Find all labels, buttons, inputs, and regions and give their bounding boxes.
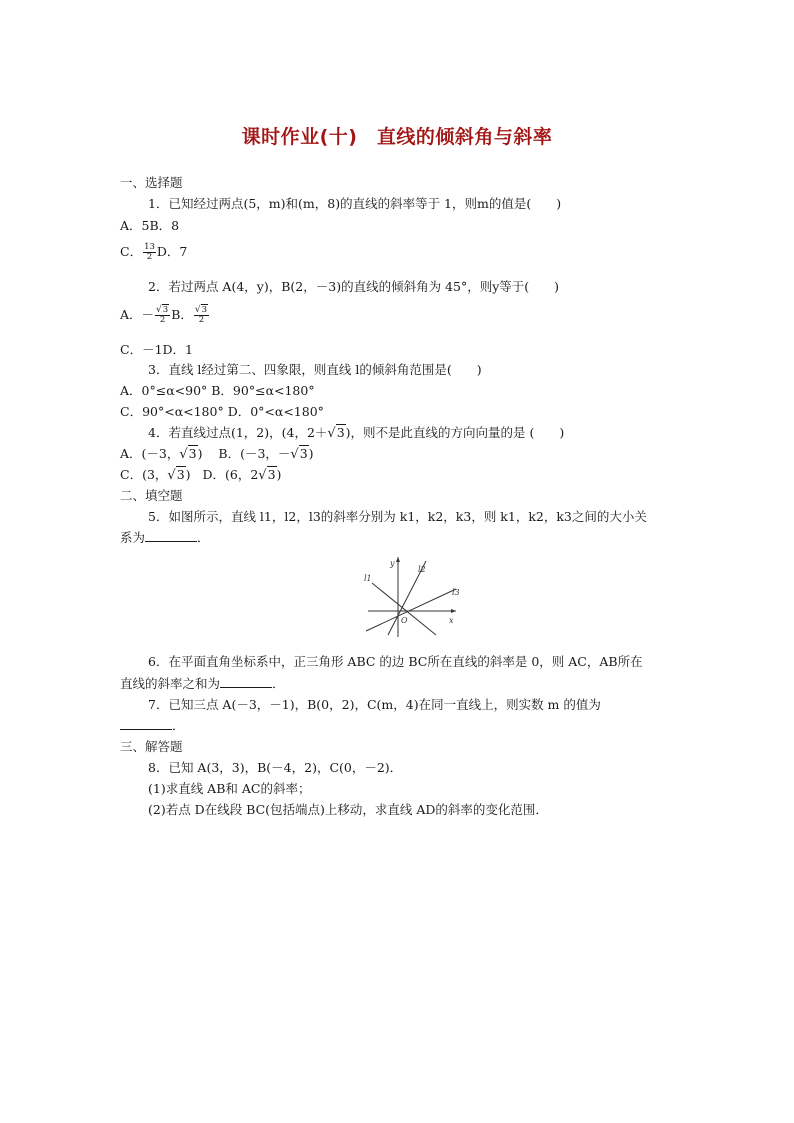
q4-a-suffix: )	[197, 446, 203, 461]
q8-part1: (1)求直线 AB和 AC的斜率；	[148, 781, 311, 796]
q4-c-suffix: )	[185, 467, 191, 482]
q4-b-prefix: B．(－3，－	[218, 446, 291, 461]
lines-figure	[360, 553, 460, 639]
q3-options-ab: A．0°≤α<90° B．90°≤α<180°	[120, 383, 315, 398]
q8-stem: 8．已知 A(3，3)，B(－4，2)，C(0，－2)．	[148, 760, 403, 775]
q6-line2-text: 直线的斜率之和为	[120, 676, 221, 691]
q5-line1: 5．如图所示，直线 l1，l2，l3的斜率分别为 k1，k2，k3，则 k1，k2，k3之间的大小关	[148, 509, 647, 524]
l3-label: l3	[452, 588, 460, 597]
q4-a-radicand: 3	[188, 446, 197, 461]
section-solve-heading: 三、解答题	[120, 739, 183, 754]
q5-line2-text: 系为	[120, 530, 146, 545]
page-title: 课时作业(十) 直线的倾斜角与斜率	[241, 126, 553, 148]
q4-stem-radicand: 3	[336, 425, 345, 440]
q2-b-radicand: 3	[201, 305, 208, 315]
origin-label: O	[401, 616, 408, 625]
q2-b-denominator: 2	[198, 315, 205, 325]
x-axis-arrow	[451, 609, 456, 613]
q2-stem: 2．若过两点 A(4，y)，B(2，－3)的直线的倾斜角为 45°，则y等于( )	[148, 279, 560, 294]
q2-options-ab	[120, 306, 210, 325]
q1-options-ab: A．5B．8	[120, 218, 180, 233]
q1-c-numerator: 13	[144, 242, 155, 252]
q1-stem: 1．已知经过两点(5，m)和(m，8)的直线的斜率等于 1，则m的值是( )	[148, 196, 562, 211]
q4-stem-prefix: 4．若直线过点(1，2)，(4，2＋	[148, 425, 328, 440]
q4-d-suffix: )	[276, 467, 282, 482]
q2-a-denominator: 2	[159, 315, 166, 325]
line-l3	[366, 589, 456, 631]
q5-answer-blank	[145, 530, 197, 542]
q4-options-ab: A．(－3，√3) B．(－3，－√3)	[120, 446, 314, 462]
q7-line1: 7．已知三点 A(－3，－1)，B(0，2)，C(m，4)在同一直线上，则实数 m 的值为	[148, 697, 601, 712]
q4-options-cd: C．(3，√3) D．(6，2√3)	[120, 467, 282, 483]
q4-stem-suffix: )，则不是此直线的方向向量的是 ( )	[345, 425, 565, 440]
line-l1	[372, 583, 436, 635]
q4-a-prefix: A．(－3，	[120, 446, 180, 461]
q1-c-fraction	[143, 243, 156, 262]
y-axis-arrow	[396, 557, 400, 562]
q4-b-radicand: 3	[299, 446, 308, 461]
q2-b-prefix: B．	[171, 307, 193, 322]
q4-d-radicand: 3	[267, 467, 276, 482]
section-choice-heading: 一、选择题	[120, 175, 183, 190]
q1-d: D．7	[156, 244, 188, 259]
q2-a-fraction: $\frac{√3}{2}$	[156, 305, 169, 325]
q6-line2: 直线的斜率之和为 ．	[120, 676, 285, 691]
q2-a-prefix: A．－	[120, 307, 155, 322]
q6-line1: 6．在平面直角坐标系中，正三角形 ABC 的边 BC所在直线的斜率是 0，则 AC，AB所在	[148, 654, 643, 669]
q4-d-prefix: D．(6，2	[202, 467, 259, 482]
q4-c-prefix: C．(3，	[120, 467, 168, 482]
q5-line2: 系为 ．	[120, 530, 210, 545]
q2-options-cd: C．－1D．1	[120, 342, 193, 357]
q7-line2: ．	[120, 718, 185, 734]
q1-c-prefix: C．	[120, 244, 143, 259]
q8-part2: (2)若点 D在线段 BC(包括端点)上移动，求直线 AD的斜率的变化范围．	[148, 802, 548, 817]
x-label: x	[449, 616, 454, 625]
q3-options-cd: C．90°<α<180° D．0°<α<180°	[120, 404, 324, 419]
section-fill-heading: 二、填空题	[120, 488, 183, 503]
q1-options-cd	[120, 243, 187, 262]
q4-stem: 4．若直线过点(1，2)，(4，2＋√3)，则不是此直线的方向向量的是 ( )	[148, 425, 565, 441]
y-label: y	[390, 559, 395, 568]
q7-answer-blank	[120, 718, 172, 730]
q6-answer-blank	[220, 676, 272, 688]
l1-label: l1	[364, 574, 372, 583]
q2-a-radicand: 3	[162, 305, 169, 315]
q3-stem: 3．直线 l经过第二、四象限，则直线 l的倾斜角范围是( )	[148, 362, 482, 377]
l2-label: l2	[418, 565, 426, 574]
q4-b-suffix: )	[308, 446, 314, 461]
q1-c-denominator: 2	[146, 252, 153, 262]
q4-c-radicand: 3	[176, 467, 185, 482]
q2-b-fraction: $\frac{√3}{2}$	[194, 305, 208, 325]
